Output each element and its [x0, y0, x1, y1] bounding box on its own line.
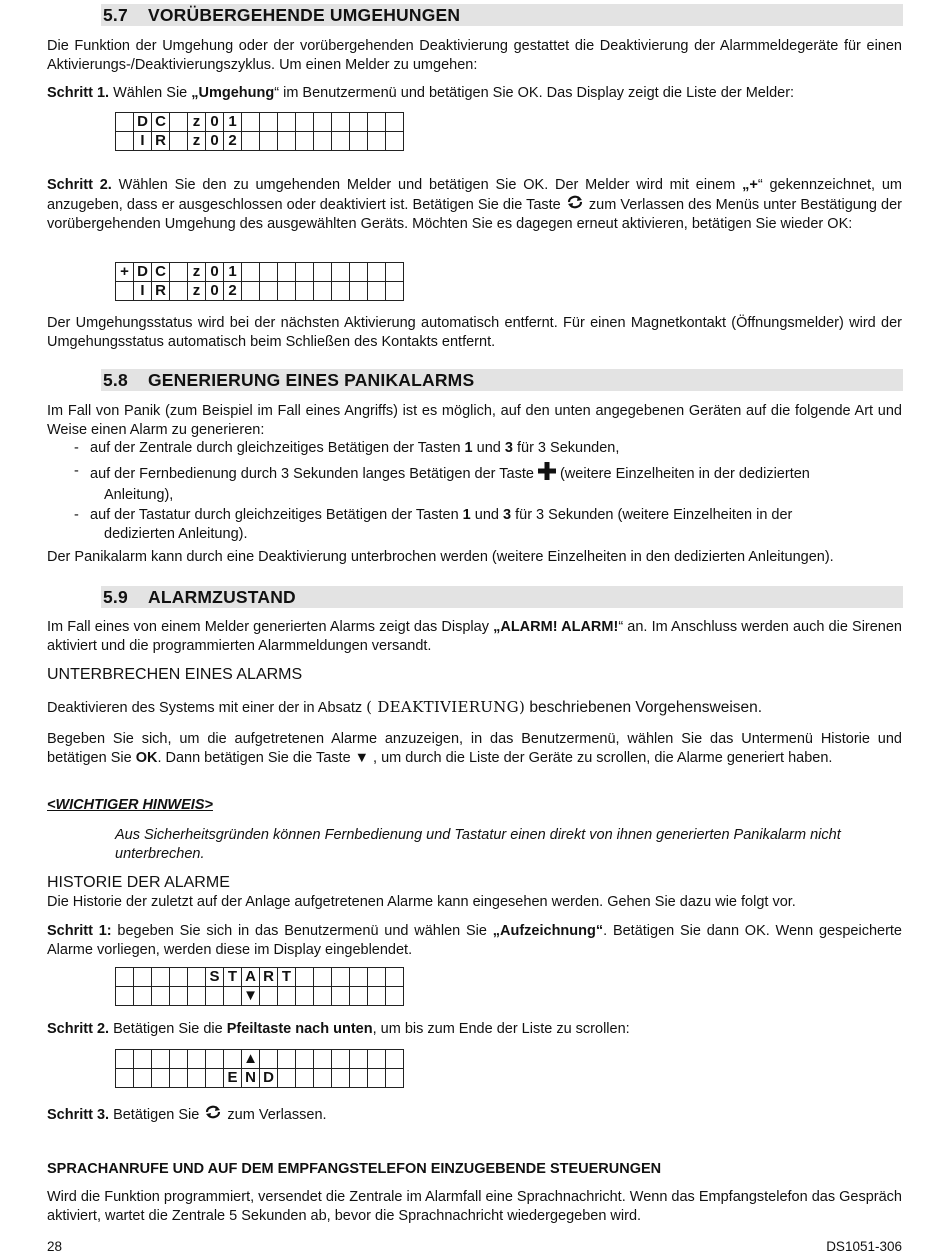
lcd-cell: [116, 968, 134, 987]
lcd-cell: [350, 1069, 368, 1088]
lcd-cell: I: [134, 282, 152, 301]
lcd-cell: 1: [224, 113, 242, 132]
lcd-cell: [314, 263, 332, 282]
plus-key-icon: [538, 462, 556, 486]
history-step3: Schritt 3. Betätigen Sie zum Verlassen.: [47, 1105, 902, 1125]
lcd-cell: [278, 263, 296, 282]
lcd-cell: [260, 263, 278, 282]
lcd-cell: [152, 1050, 170, 1069]
panic-list-item: - auf der Zentrale durch gleichzeitiges Betätigen der Tasten 1 und 3 für 3 Sekunden,: [74, 440, 620, 456]
lcd-cell: [314, 113, 332, 132]
lcd-cell: [332, 263, 350, 282]
lcd-row: [116, 282, 404, 301]
lcd-cell: [206, 1069, 224, 1088]
document-code: DS1051-306: [826, 1239, 902, 1254]
lcd-cell: [314, 1050, 332, 1069]
lcd-cell: [314, 132, 332, 151]
lcd-cell: [368, 1069, 386, 1088]
lcd-cell: [386, 263, 404, 282]
lcd-row: [116, 132, 404, 151]
subheading-alarm-history: HISTORIE DER ALARME: [47, 874, 230, 891]
lcd-cell: z: [188, 282, 206, 301]
lcd-cell: [386, 282, 404, 301]
lcd-cell: z: [188, 113, 206, 132]
lcd-cell: 1: [224, 263, 242, 282]
lcd-cell: ▼: [243, 987, 258, 1004]
section-number: 5.9: [103, 587, 128, 607]
section-title: GENERIERUNG EINES PANIKALARMS: [148, 370, 475, 390]
lcd-cell: [170, 263, 188, 282]
lcd-cell: [350, 1050, 368, 1069]
lcd-cell: z: [188, 132, 206, 151]
lcd-cell: [242, 263, 260, 282]
lcd-cell: 0: [206, 263, 224, 282]
lcd-cell: [296, 968, 314, 987]
lcd-cell: [386, 1069, 404, 1088]
lcd-cell: 0: [206, 282, 224, 301]
lcd-cell: 0: [206, 113, 224, 132]
lcd-cell: [368, 1050, 386, 1069]
lcd-cell: [278, 113, 296, 132]
lcd-cell: T: [224, 968, 242, 987]
lcd-cell: R: [260, 968, 278, 987]
history-step2: Schritt 2. Betätigen Sie die Pfeiltaste nach unten, um bis zum Ende der Liste zu scrollen:: [47, 1021, 630, 1037]
lcd-cell: [260, 987, 278, 1006]
lcd-cell: [134, 1069, 152, 1088]
panic-list-item: - auf der Fernbedienung durch 3 Sekunden langes Betätigen der Taste (weitere Einzelheiten in der dedizierten Anleitung),: [74, 463, 810, 503]
lcd-cell: [278, 1069, 296, 1088]
subheading-interrupt-alarm: UNTERBRECHEN EINES ALARMS: [47, 666, 303, 683]
lcd-cell: 0: [206, 132, 224, 151]
panic-outro: Der Panikalarm kann durch eine Deaktivierung unterbrochen werden (weitere Einzelheiten in den dedizierten Anleitungen).: [47, 549, 834, 565]
lcd-cell: D: [134, 263, 152, 282]
lcd-cell: [332, 1069, 350, 1088]
lcd-cell: [170, 282, 188, 301]
panic-intro: Im Fall von Panik (zum Beispiel im Fall eines Angriffs) ist es möglich, auf den unten angegebenen Geräten auf die folgende Art und Weise einen Alarm zu generieren:: [47, 403, 902, 438]
lcd-cell: [386, 132, 404, 151]
lcd-cell: [242, 132, 260, 151]
lcd-cell: [386, 113, 404, 132]
lcd-cell: S: [206, 968, 224, 987]
lcd-cell: [260, 113, 278, 132]
step-label: Schritt 2.: [47, 177, 112, 193]
lcd-cell: [188, 1050, 206, 1069]
lcd-cell: [350, 282, 368, 301]
lcd-cell: [386, 968, 404, 987]
lcd-cell: ▲: [243, 1050, 258, 1067]
lcd-cell: [170, 987, 188, 1006]
lcd-cell: [368, 987, 386, 1006]
lcd-cell: [296, 132, 314, 151]
lcd-cell: [386, 1050, 404, 1069]
lcd-cell: [314, 968, 332, 987]
lcd-cell: [242, 113, 260, 132]
lcd-cell: [134, 1050, 152, 1069]
exit-cycle-icon: [565, 195, 585, 215]
lcd-cell: T: [278, 968, 296, 987]
page-number: 28: [47, 1239, 63, 1254]
history-step1: Schritt 1: begeben Sie sich in das Benutzermenü und wählen Sie „Aufzeichnung“. Betätigen Sie dann OK. Wenn gespeicherte Alarme vorliegen, werden diese im Display eingeblendet.: [47, 923, 902, 958]
lcd-cell: [314, 987, 332, 1006]
lcd-cell: [116, 987, 134, 1006]
lcd-cell: [332, 282, 350, 301]
lcd-cell: [152, 987, 170, 1006]
lcd-cell: [278, 987, 296, 1006]
lcd-cell: A: [242, 968, 260, 987]
lcd-cell: [350, 263, 368, 282]
lcd-cell: [350, 968, 368, 987]
lcd-cell: [116, 132, 134, 151]
lcd-cell: [278, 132, 296, 151]
lcd-cell: [278, 282, 296, 301]
section-heading-5-8: [101, 369, 903, 391]
lcd-cell: D: [134, 113, 152, 132]
lcd-cell: E: [224, 1069, 242, 1088]
lcd-cell: [332, 1050, 350, 1069]
lcd-display-end: [115, 1049, 404, 1088]
lcd-cell: [224, 1050, 242, 1069]
lcd-cell: [296, 282, 314, 301]
lcd-cell: [116, 1050, 134, 1069]
bypass-outro: Der Umgehungsstatus wird bei der nächsten Aktivierung automatisch entfernt. Für einen Magnetkontakt (Öffnungsmelder) wird der Umgehungsstatus automatisch beim Schließen des Kontakts entfernt.: [47, 315, 902, 350]
lcd-cell: [368, 263, 386, 282]
lcd-cell: [350, 987, 368, 1006]
lcd-cell: [170, 1069, 188, 1088]
lcd-cell: [116, 113, 134, 132]
bypass-step1: Schritt 1. Wählen Sie „Umgehung“ im Benutzermenü und betätigen Sie OK. Das Display zeigt die Liste der Melder:: [47, 85, 795, 101]
lcd-cell: [224, 987, 242, 1006]
lcd-cell: [332, 968, 350, 987]
lcd-row: [116, 263, 404, 282]
lcd-cell: [332, 132, 350, 151]
lcd-cell: [116, 1069, 134, 1088]
lcd-cell: [368, 282, 386, 301]
lcd-cell: [296, 113, 314, 132]
deactivate-paragraph: Deaktivieren des Systems mit einer der in Absatz ( DEAKTIVIERUNG) beschriebenen Vorgehensweisen.: [47, 698, 763, 716]
lcd-cell: [368, 968, 386, 987]
lcd-cell: [296, 263, 314, 282]
lcd-cell: R: [152, 282, 170, 301]
history-paragraph: Begeben Sie sich, um die aufgetretenen Alarme anzuzeigen, in das Benutzermenü, wählen Sie das Untermenü Historie und betätigen Sie OK. Dann betätigen Sie die Taste ▼ , um durch die Liste der Geräte zu scrollen, die Alarme generiert haben.: [47, 731, 902, 766]
voice-calls-heading: SPRACHANRUFE UND AUF DEM EMPFANGSTELEFON EINZUGEBENDE STEUERUNGEN: [47, 1161, 662, 1177]
step-label: Schritt 3.: [47, 1106, 110, 1123]
lcd-cell: N: [242, 1069, 260, 1088]
lcd-cell: [296, 1069, 314, 1088]
section-title: ALARMZUSTAND: [148, 587, 296, 607]
panic-list-item: - auf der Tastatur durch gleichzeitiges Betätigen der Tasten 1 und 3 für 3 Sekunden (weitere Einzelheiten in der dedizierten Anleitung).: [74, 507, 793, 542]
lcd-row: [116, 113, 404, 132]
section-number: 5.8: [103, 370, 128, 390]
bypass-step2: Schritt 2. Wählen Sie den zu umgehenden Melder und betätigen Sie OK. Der Melder wird mit einem „+“ gekennzeichnet, um anzugeben, dass er ausgeschlossen oder deaktiviert ist. Betätigen Sie die Taste zum Verlassen des Menüs unter Bestätigung der vorübergehenden Umgehung des ausgewählten Geräts. Möchten Sie es dagegen erneut aktivieren, betätigen Sie wieder OK:: [47, 177, 903, 232]
lcd-cell: z: [188, 263, 206, 282]
lcd-row: [116, 1069, 404, 1088]
exit-cycle-icon: [203, 1105, 223, 1125]
lcd-display-detector-list: [115, 112, 404, 151]
lcd-cell: [350, 132, 368, 151]
important-note-title: <WICHTIGER HINWEIS>: [47, 797, 213, 813]
deactivation-reference: ( DEAKTIVIERUNG): [366, 698, 526, 716]
lcd-cell: C: [152, 263, 170, 282]
section-heading-5-9: [101, 586, 903, 608]
alarm-intro: Im Fall eines von einem Melder generierten Alarms zeigt das Display „ALARM! ALARM!“ an. Im Anschluss werden auch die Sirenen aktiviert und die programmierten Alarmmeldungen versandt.: [47, 619, 902, 654]
section-heading-5-7: [101, 4, 903, 26]
lcd-cell: [296, 987, 314, 1006]
lcd-cell: [386, 987, 404, 1006]
lcd-cell: +: [116, 263, 134, 282]
lcd-cell: [368, 132, 386, 151]
lcd-cell: [278, 1050, 296, 1069]
lcd-cell: [314, 1069, 332, 1088]
lcd-cell: [152, 1069, 170, 1088]
lcd-cell: [260, 282, 278, 301]
lcd-cell: [314, 282, 332, 301]
section-number: 5.7: [103, 5, 128, 25]
lcd-display-bypassed: [115, 262, 404, 301]
bypass-intro: Die Funktion der Umgehung oder der vorübergehenden Deaktivierung gestattet die Deaktivierung der Alarmmeldegeräte für einen Aktivierungs-/Deaktivierungszyklus. Um einen Melder zu umgehen:: [47, 38, 902, 73]
lcd-cell: [260, 1050, 278, 1069]
lcd-cell: 2: [224, 132, 242, 151]
lcd-cell: [170, 968, 188, 987]
lcd-cell: [332, 987, 350, 1006]
lcd-row: [116, 968, 404, 987]
lcd-cell: [188, 968, 206, 987]
lcd-cell: [332, 113, 350, 132]
lcd-cell: [242, 282, 260, 301]
lcd-row: [116, 1050, 404, 1069]
lcd-cell: [188, 987, 206, 1006]
alarm-history-intro: Die Historie der zuletzt auf der Anlage aufgetretenen Alarme kann eingesehen werden. Gehen Sie dazu wie folgt vor.: [47, 894, 796, 910]
lcd-cell: [170, 1050, 188, 1069]
lcd-row: [116, 987, 404, 1006]
lcd-cell: 2: [224, 282, 242, 301]
step-label: Schritt 1.: [47, 85, 110, 101]
lcd-cell: [206, 1050, 224, 1069]
lcd-cell: D: [260, 1069, 278, 1088]
lcd-cell: [170, 132, 188, 151]
lcd-cell: [188, 1069, 206, 1088]
lcd-cell: [134, 968, 152, 987]
lcd-display-start: [115, 967, 404, 1006]
lcd-cell: [368, 113, 386, 132]
important-note-body: Aus Sicherheitsgründen können Fernbedienung und Tastatur einen direkt von ihnen generierten Panikalarm nicht unterbrechen.: [115, 827, 841, 862]
lcd-cell: I: [134, 132, 152, 151]
lcd-cell: [134, 987, 152, 1006]
section-title: VORÜBERGEHENDE UMGEHUNGEN: [148, 5, 461, 25]
step-label: Schritt 2.: [47, 1021, 110, 1037]
step-label: Schritt 1:: [47, 923, 112, 939]
lcd-cell: [350, 113, 368, 132]
lcd-cell: [170, 113, 188, 132]
voice-calls-text: Wird die Funktion programmiert, versendet die Zentrale im Alarmfall eine Sprachnachricht. Wenn das Empfangstelefon das Gespräch aktiviert, wartet die Zentrale 5 Sekunden ab, bevor die Sprachnachricht wiedergegeben wird.: [47, 1189, 902, 1224]
lcd-cell: [116, 282, 134, 301]
lcd-cell: [260, 132, 278, 151]
lcd-cell: [152, 968, 170, 987]
lcd-cell: [206, 987, 224, 1006]
lcd-cell: [296, 1050, 314, 1069]
lcd-cell: C: [152, 113, 170, 132]
lcd-cell: R: [152, 132, 170, 151]
